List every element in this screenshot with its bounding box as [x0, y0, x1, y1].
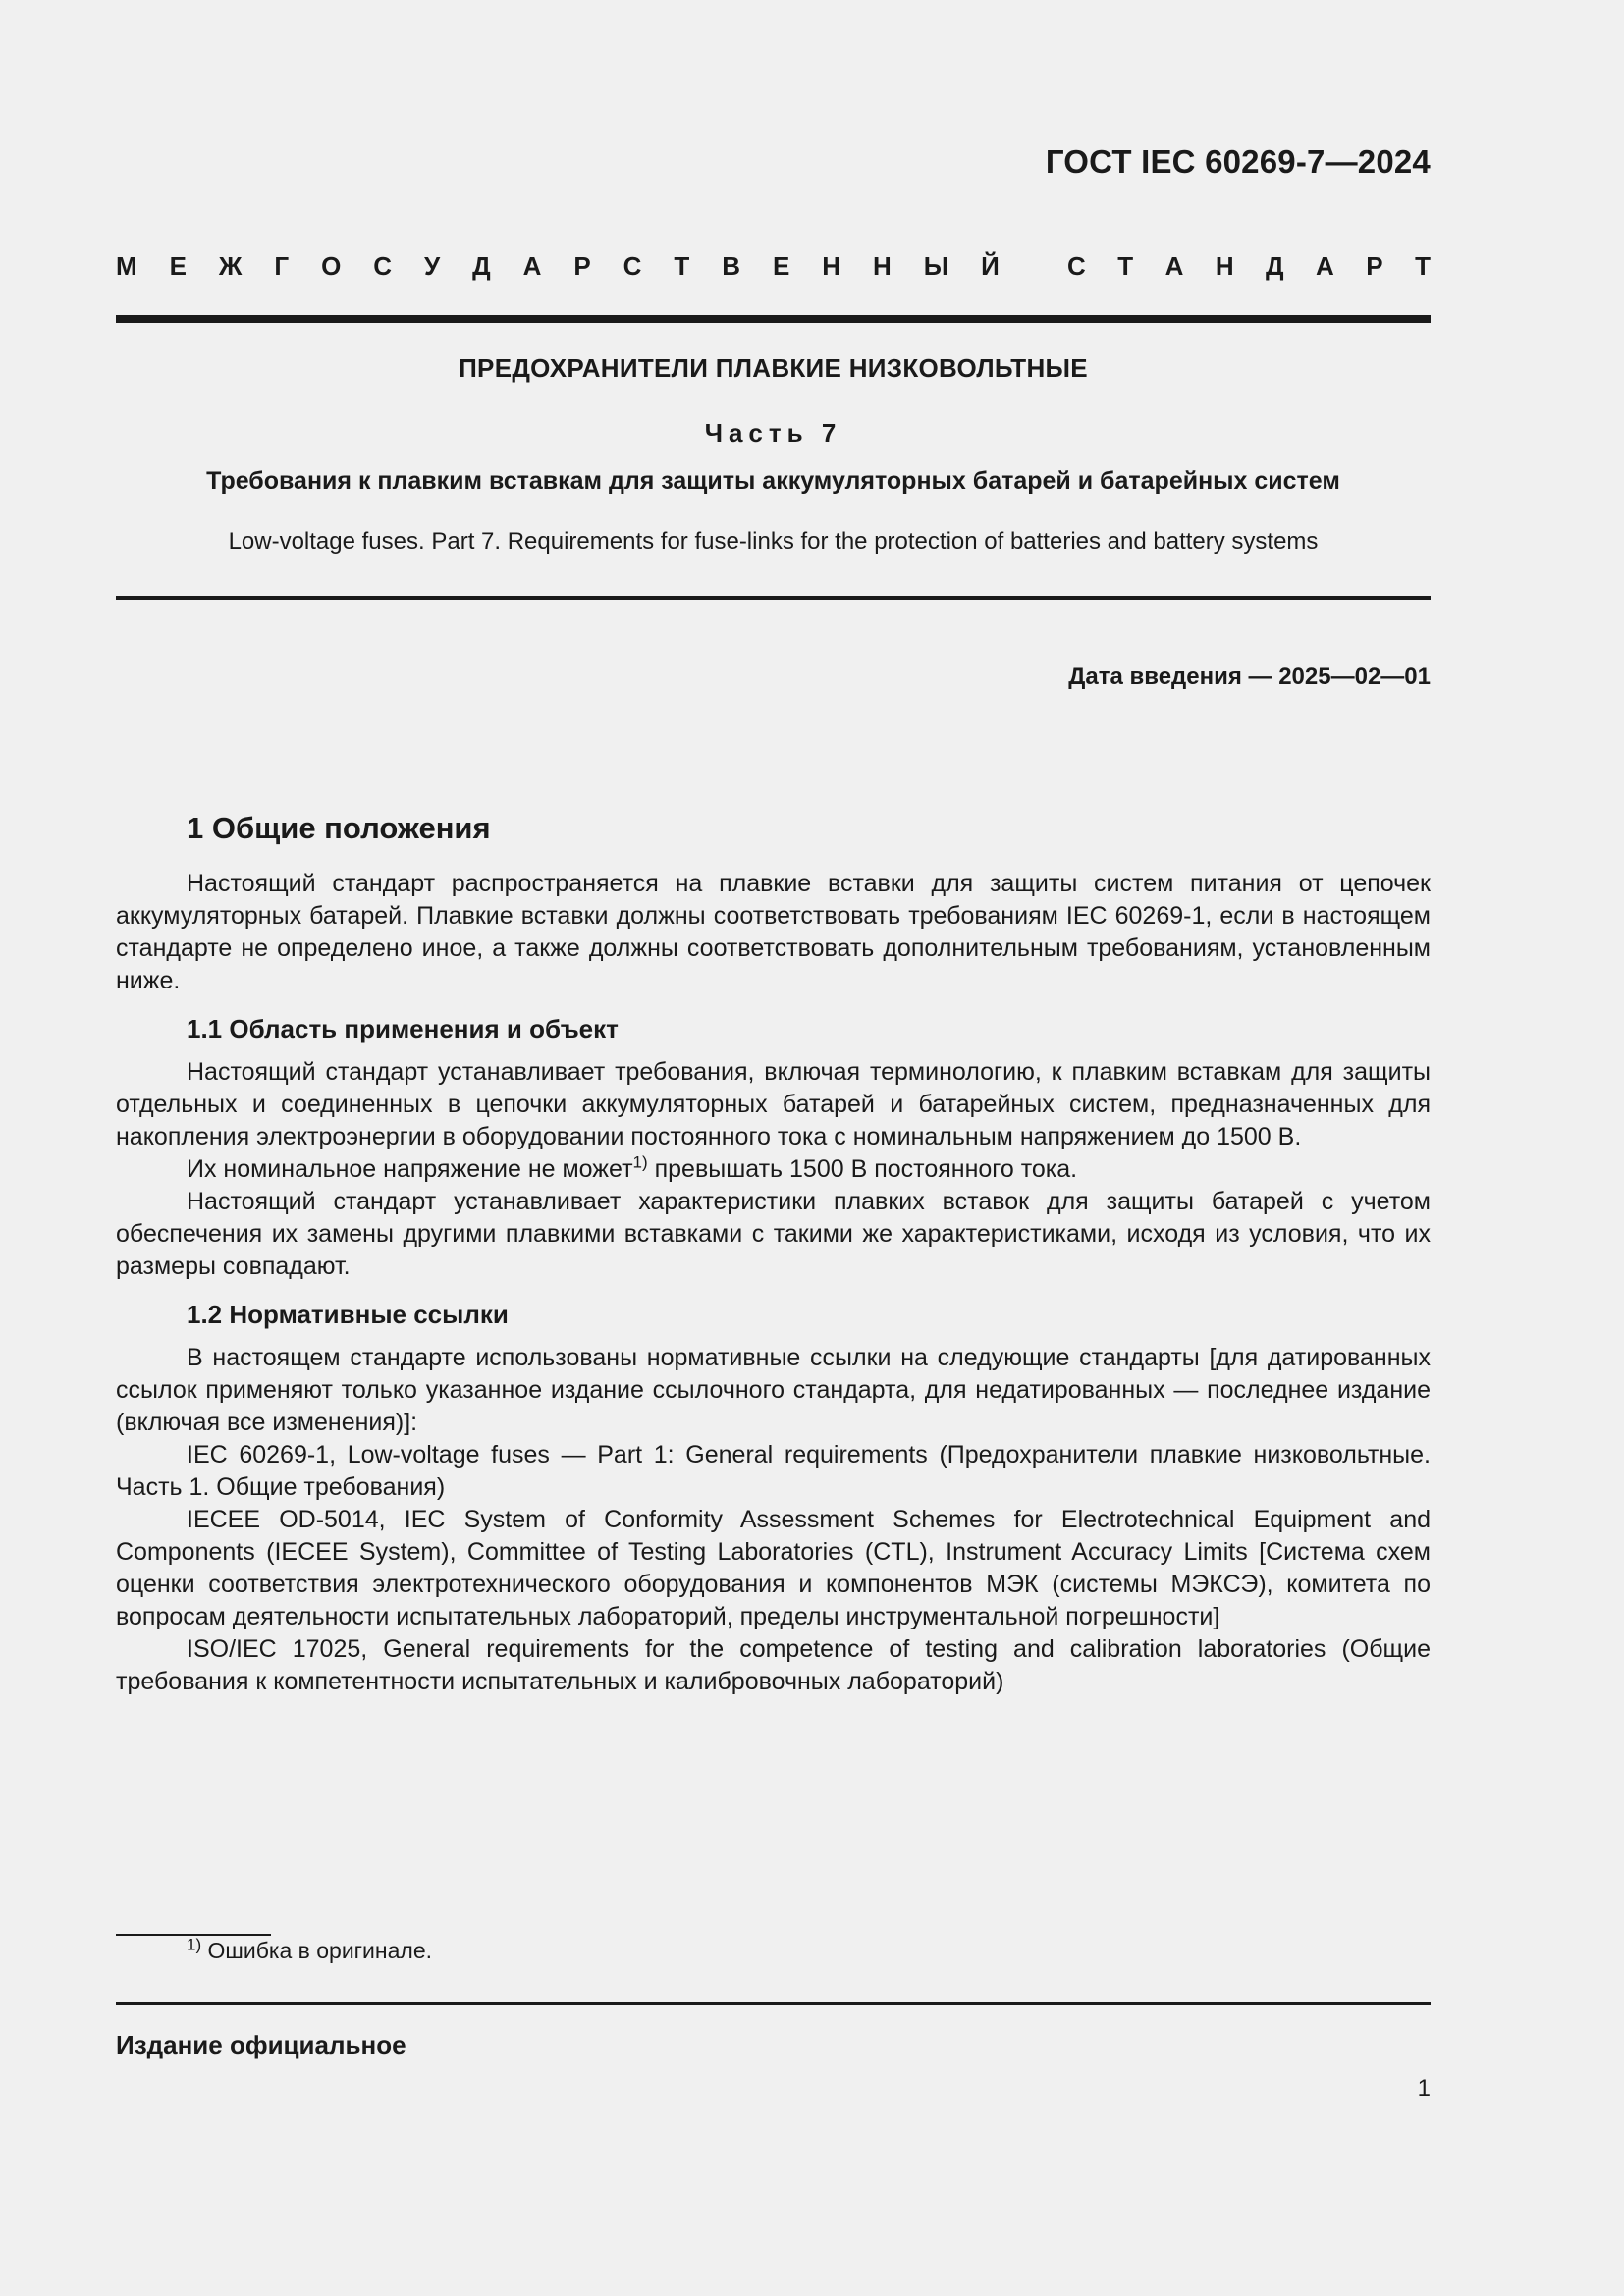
banner-letter: А	[1164, 251, 1184, 281]
footnote-reference[interactable]: 1)	[632, 1152, 648, 1172]
document-title: ПРЕДОХРАНИТЕЛИ ПЛАВКИЕ НИЗКОВОЛЬТНЫЕ	[459, 353, 1088, 383]
official-edition-label: Издание официальное	[116, 2030, 406, 2059]
banner-letter: Н	[873, 251, 892, 281]
section-1-paragraph: Настоящий стандарт распространяется на плавкие вставки для защиты систем питания от цепочек аккумуляторных батарей. Плавкие вставки должны соответствовать требованиям IEC 60269-1, если в настоящем стандарте не определено иное, а также должны соответствовать дополнительным требованиям, установленным ниже.	[116, 870, 1431, 994]
interstate-standard-banner	[116, 251, 1431, 282]
banner-letter: Р	[573, 251, 591, 281]
footer-rule	[116, 2002, 1431, 2005]
banner-letter: Д	[472, 251, 491, 281]
banner-word-standard	[1067, 251, 1431, 282]
banner-letter: М	[116, 251, 137, 281]
document-body	[116, 807, 1431, 1698]
reference-iecee-od-5014: IECEE OD-5014, IEC System of Conformity Assessment Schemes for Electrotechnical Equipment and Components (IECEE System), Committee of Testing Laboratories (CTL), Instrument Accuracy Limits [Система схем оценки соответствия электротехнического оборудования и компонентов МЭК (системы МЭКСЭ), комитета по вопросам деятельности испытательных лабораторий, пределы инструментальной погрешности]	[116, 1506, 1431, 1630]
reference-iec-60269-1: IEC 60269-1, Low-voltage fuses — Part 1: General requirements (Предохранители плавкие низковольтные. Часть 1. Общие требования)	[116, 1441, 1431, 1501]
paragraph-text: превышать 1500 В постоянного тока.	[647, 1155, 1078, 1183]
section-1-2-paragraph: В настоящем стандарте использованы нормативные ссылки на следующие стандарты [для датированных ссылок применяют только указанное издание ссылочного стандарта, для недатированных — последнее издание (включая все изменения)]:	[116, 1344, 1431, 1436]
section-1-1-heading: 1.1 Область применения и объект	[187, 1014, 619, 1043]
banner-letter: А	[1316, 251, 1334, 281]
banner-letter: Т	[674, 251, 690, 281]
document-number: ГОСТ IEC 60269-7—2024	[1045, 143, 1431, 180]
english-title: Low-voltage fuses. Part 7. Requirements for fuse-links for the protection of batteries and battery systems	[228, 528, 1319, 555]
banner-letter: Р	[1366, 251, 1383, 281]
document-page	[116, 0, 1431, 2296]
section-1-heading: 1 Общие положения	[187, 811, 491, 845]
title-rule	[116, 596, 1431, 600]
document-part: Часть 7	[704, 418, 842, 448]
banner-letter: Д	[1266, 251, 1284, 281]
footnote-mark: 1)	[187, 1935, 202, 1954]
section-1-1-paragraph-1: Настоящий стандарт устанавливает требования, включая терминологию, к плавким вставкам для защиты отдельных и соединенных в цепочки аккумуляторных батарей и батарейных систем, предназначенных для накопления электроэнергии в оборудовании постоянного тока с номинальным напряжением до 1500 В.	[116, 1058, 1431, 1150]
section-1-1-paragraph-2	[116, 1153, 1431, 1186]
banner-letter: Е	[169, 251, 187, 281]
footnote-text: Ошибка в оригинале.	[201, 1938, 432, 1963]
banner-letter: Ы	[923, 251, 949, 281]
banner-letter: Н	[1215, 251, 1234, 281]
banner-letter: Е	[772, 251, 790, 281]
banner-letter: А	[522, 251, 542, 281]
banner-letter: Г	[274, 251, 290, 281]
banner-letter: С	[1067, 251, 1086, 281]
banner-letter: О	[321, 251, 342, 281]
banner-letter: С	[623, 251, 642, 281]
banner-letter: В	[722, 251, 741, 281]
banner-letter: Й	[981, 251, 1000, 281]
header-rule	[116, 315, 1431, 323]
document-subtitle: Требования к плавким вставкам для защиты аккумуляторных батарей и батарейных систем	[206, 467, 1340, 495]
banner-letter: Т	[1415, 251, 1431, 281]
page-number: 1	[1417, 2075, 1431, 2102]
banner-letter: Н	[822, 251, 841, 281]
banner-letter: Т	[1117, 251, 1134, 281]
banner-letter: У	[424, 251, 441, 281]
section-1-1-paragraph-3: Настоящий стандарт устанавливает характеристики плавких вставок для защиты батарей с учетом обеспечения их замены другими плавкими вставками с такими же характеристиками, исходя из условия, что их размеры совпадают.	[116, 1188, 1431, 1280]
paragraph-text: Их номинальное напряжение не может	[187, 1155, 633, 1183]
introduction-date: Дата введения — 2025—02—01	[1068, 664, 1431, 690]
reference-iso-iec-17025: ISO/IEC 17025, General requirements for the competence of testing and calibration laboratories (Общие требования к компетентности испытательных и калибровочных лабораторий)	[116, 1635, 1431, 1695]
footnote	[187, 1935, 432, 1964]
banner-word-interstate	[116, 251, 1000, 282]
banner-letter: С	[373, 251, 393, 281]
banner-letter: Ж	[218, 251, 243, 281]
section-1-2-heading: 1.2 Нормативные ссылки	[187, 1300, 509, 1329]
